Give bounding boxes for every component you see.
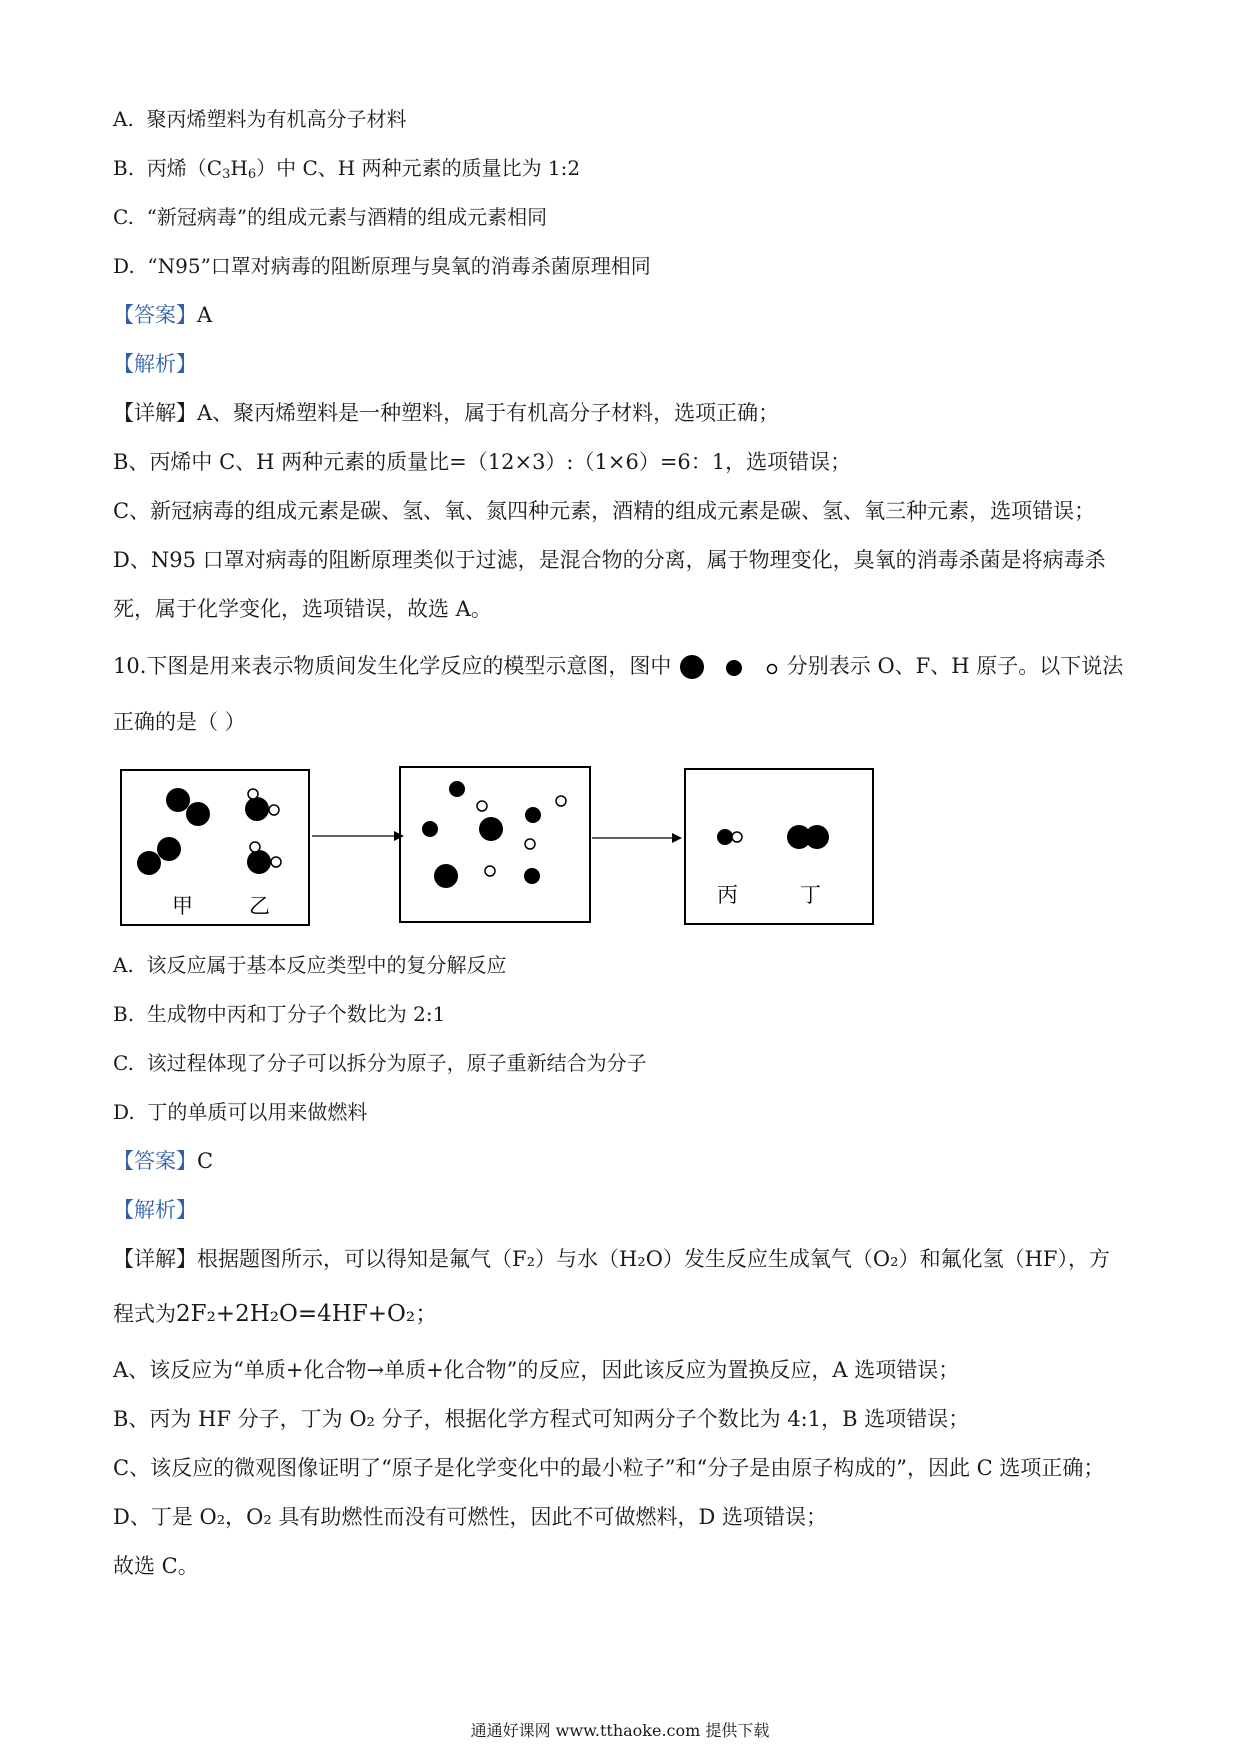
- atoms-box: [400, 767, 590, 922]
- q10-line-d: D、丁是 O₂，O₂ 具有助燃性而没有可燃性，因此不可做燃料，D 选项错误；: [113, 1505, 827, 1529]
- chemical-equation: 2F₂+2H₂O=4HF+O₂；: [176, 1301, 439, 1327]
- h2o-molecule: [247, 842, 281, 874]
- q10-conclusion: 故选 C。: [113, 1554, 199, 1578]
- q9-detail-line-4: D、N95 口罩对病毒的阻断原理类似于过滤，是混合物的分离，属于物理变化，臭氧的消毒杀菌是将病毒杀: [113, 548, 1106, 572]
- separated-atoms: [422, 781, 566, 888]
- o2-molecule: [787, 825, 829, 849]
- f2-molecule: [137, 837, 181, 875]
- page-footer: 通通好课网 www.tthaoke.com 提供下载: [470, 1721, 770, 1740]
- label-ding: 丁: [800, 883, 821, 907]
- q10-stem: 10.下图是用来表示物质间发生化学反应的模型示意图，图中 分别表示 O、F、H 原子。以下说法: [113, 651, 1123, 681]
- reaction-diagram: [112, 758, 882, 930]
- q9-option-a: A. 聚丙烯塑料为有机高分子材料: [113, 107, 407, 131]
- q10-equation-line: 程式为2F₂+2H₂O=4HF+O₂；: [113, 1301, 439, 1327]
- hf-molecule: [717, 829, 742, 845]
- q9-detail-line-2: B、丙烯中 C、H 两种元素的质量比=（12×3）:（1×6）=6：1，选项错误；: [113, 450, 852, 474]
- q10-option-a: A. 该反应属于基本反应类型中的复分解反应: [113, 953, 507, 977]
- reactants-box: [121, 770, 309, 925]
- arrow-2: [592, 833, 682, 843]
- q10-line-c: C、该反应的微观图像证明了“原子是化学变化中的最小粒子”和“分子是由原子构成的”，因此 C 选项正确；: [113, 1456, 1105, 1480]
- q9-option-c: C. “新冠病毒”的组成元素与酒精的组成元素相同: [113, 205, 548, 229]
- q10-stem-line-2: 正确的是（ ）: [113, 710, 246, 734]
- o-atom-icon: [680, 655, 704, 679]
- q10-option-b: B. 生成物中丙和丁分子个数比为 2:1: [113, 1002, 446, 1026]
- h2o-molecule: [245, 789, 279, 821]
- q10-line-b: B、丙为 HF 分子，丁为 O₂ 分子，根据化学方程式可知两分子个数比为 4:1，B 选项错误；: [113, 1407, 970, 1431]
- arrow-1: [312, 831, 404, 841]
- q9-answer: 【答案】A: [113, 303, 213, 327]
- q9-detail-line-3: C、新冠病毒的组成元素是碳、氢、氧、氮四种元素，酒精的组成元素是碳、氢、氧三种元素，选项错误；: [113, 499, 1096, 523]
- q10-detail-line-1: 【详解】根据题图所示，可以得知是氟气（F₂）与水（H₂O）发生反应生成氧气（O₂）和氟化氢（HF），方: [113, 1247, 1110, 1271]
- label-bing: 丙: [717, 883, 738, 907]
- q9-option-b: B. 丙烯$(C_3H_6)$中 C、H 两种元素的质量比为 1:2: [113, 156, 581, 182]
- q9-analysis-label: 【解析】: [113, 352, 197, 376]
- q10-line-a: A、该反应为“单质+化合物→单质+化合物”的反应，因此该反应为置换反应，A 选项错误；: [113, 1358, 960, 1382]
- h-atom-icon: [768, 665, 777, 674]
- q9-option-d: D. “N95”口罩对病毒的阻断原理与臭氧的消毒杀菌原理相同: [113, 254, 651, 278]
- q10-answer: 【答案】C: [113, 1149, 214, 1173]
- atom-legend-icons: [678, 651, 780, 681]
- f2-molecule: [166, 788, 210, 826]
- q10-option-c: C. 该过程体现了分子可以拆分为原子，原子重新结合为分子: [113, 1051, 647, 1075]
- q10-option-d: D. 丁的单质可以用来做燃料: [113, 1100, 368, 1124]
- q9-detail-line-5: 死，属于化学变化，选项错误，故选 A。: [113, 597, 492, 621]
- f-atom-icon: [726, 660, 742, 676]
- products-box: [685, 769, 873, 924]
- q9-detail-line-1: 【详解】A、聚丙烯塑料是一种塑料，属于有机高分子材料，选项正确；: [113, 401, 780, 425]
- label-jia: 甲: [172, 894, 193, 918]
- q10-analysis-label: 【解析】: [113, 1198, 197, 1222]
- label-yi: 乙: [249, 894, 270, 918]
